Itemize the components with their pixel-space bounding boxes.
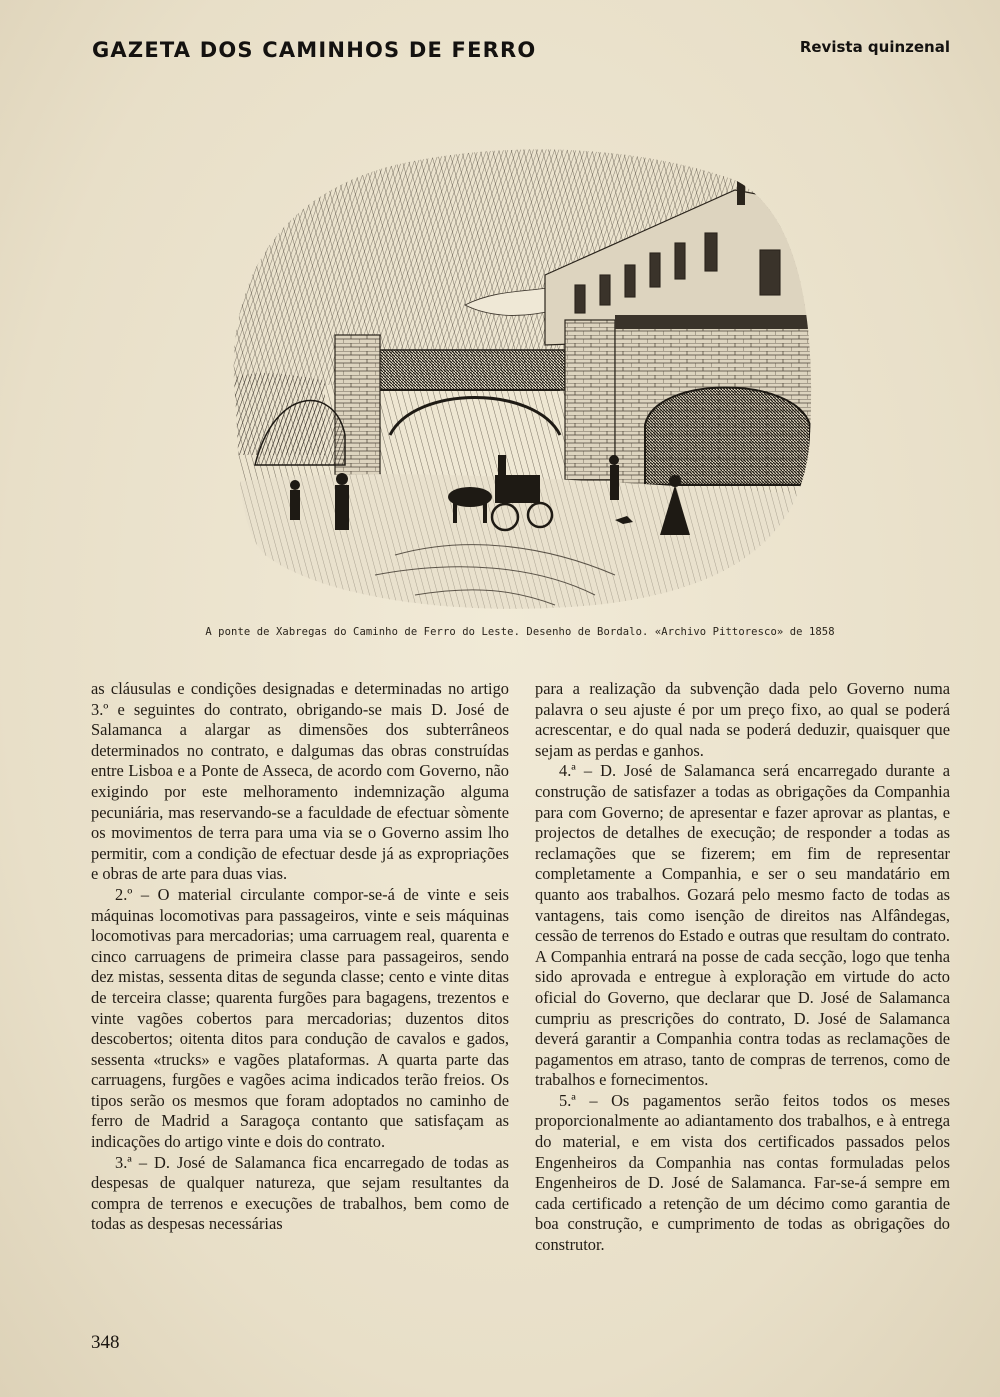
right-paragraph-1: para a realização da subvenção dada pelo Governo numa palavra o seu ajuste é por um preço fixo, ao qual se poderá acrescentar, e do qual nada se poderá deduzir, quaisquer que sejam as perdas e ganhos. bbox=[535, 679, 950, 760]
right-paragraph-2: 4.ª – D. José de Salamanca será encarregado durante a construção de satisfazer a todas as obrigações da Companhia para com Governo; de apresentar e fazer aprovar as plantas, e projectos de detalhes de execução; de responder a todas as reclamações que se fizerem; em fim de representar completamente a Companhia, e ser o seu mandatário em quanto aos trabalhos. Gozará pelo mesmo facto de todas as vantagens, tais como isenção de direitos nas Alfândegas, cessão de terrenos do Estado e outras que resultam do contrato. A Companhia entrará na posse de cada secção, logo que tenha sido aprovada e entregue à exploração em virtude do acto oficial do Governo, que declarar que D. José de Salamanca cumpriu as prescrições do contrato, D. José de Salamanca deverá garantir a Companhia contra todas as reclamações de pagamentos em atraso, tanto de compras de terrenos, como de trabalhos e fornecimentos. bbox=[535, 761, 950, 1090]
left-column bbox=[91, 679, 509, 1235]
left-paragraph-2: 2.º – O material circulante compor-se-á de vinte e seis máquinas locomotivas para passageiros, vinte e seis máquinas locomotivas para mercadorias; uma carruagem real, quarenta e cinco carruagens de primeira classe para passageiros, sendo dez mistas, sessenta ditas de segunda classe; cento e vinte ditas de terceira classe; quarenta furgões para bagagens, trezentos e vinte vagões cobertos para mercadorias; duzentos ditos descobertos; oitenta ditos para condução de cavalos e gados, sessenta «trucks» e vagões plataformas. A quarta parte das carruagens, furgões e vagões acima indicados terão freios. Os tipos serão os mesmos que foram adoptados no caminho de ferro de Madrid a Saragoça contanto que satisfaçam as indicações do artigo vinte e dois do contrato. bbox=[91, 884, 509, 1152]
journal-title: GAZETA DOS CAMINHOS DE FERRO bbox=[92, 38, 537, 62]
right-paragraph-3: 5.ª – Os pagamentos serão feitos todos os meses proporcionalmente ao adiantamento dos trabalhos, e à entrega do material, e em vista dos certificados passados pelos Engenheiros da Companhia nas contas formuladas pelos Engenheiros de D. José de Salamanca. Far-se-á sempre em cada certificado a retenção de um décimo como garantia de boa construção, e cumprimento de todas as obrigações do construtor. bbox=[535, 1090, 950, 1255]
figure-caption: A ponte de Xabregas do Caminho de Ferro do Leste. Desenho de Bordalo. «Archivo Pittoresco» de 1858 bbox=[205, 626, 835, 638]
page-number: 348 bbox=[91, 1332, 120, 1353]
journal-subtitle: Revista quinzenal bbox=[799, 38, 950, 56]
left-paragraph-1: as cláusulas e condições designadas e determinadas no artigo 3.º e seguintes do contrato, obrigando-se mais D. José de Salamanca a alargar as dimensões dos subterrâneos determinados no contrato, e dalgumas das obras construídas entre Lisboa e a Ponte de Asseca, de acordo com Governo, não exigindo por este melhoramento indemnização alguma pecuniária, mas reservando-se a faculdade de efectuar sòmente os movimentos de terra para uma via se o Governo assim lho permitir, com a condição de efectuar desde já as expropriações e obras de arte para duas vias. bbox=[91, 679, 509, 884]
bridge-engraving bbox=[215, 135, 815, 615]
right-column bbox=[535, 679, 950, 1256]
left-paragraph-3: 3.ª – D. José de Salamanca fica encarregado de todas as despesas de qualquer natureza, que sejam resultantes da compra de terrenos e execuções de trabalhos, bem como de todas as despesas necessárias bbox=[91, 1152, 509, 1234]
